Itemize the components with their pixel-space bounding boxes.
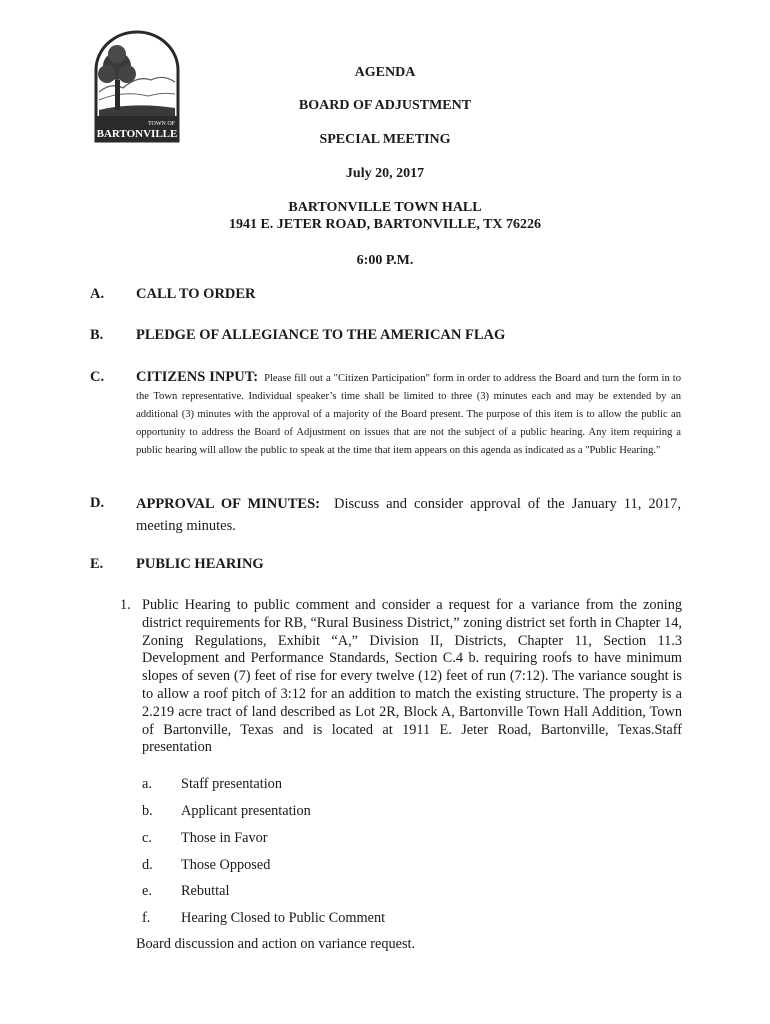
hearing-item-number: 1. <box>120 597 131 613</box>
section-d-title: APPROVAL OF MINUTES: <box>136 496 320 512</box>
hearing-item-text: Public Hearing to public comment and consider a request for a variance from the zoning district requirements for RB, “Rural Business District,” zoning district set forth in Chapter 14, Zoning Regulations, Exhibit “A,” Division II, Districts, Chapter 11, Section 11.3 Development and Performance Standards, Section C.4 b. requiring roofs to have minimum slopes of seven (7) feet of rise for every twelve (12) feet of run (7:12). The variance sought is to allow a roof pitch of 3:12 for an addition to match the existing structure. The property is a 2.219 acre tract of land described as Lot 2R, Block A, Bartonville Town Hall Addition, Town of Bartonville, Texas and is located at 1911 E. Jeter Road, Bartonville, Texas.Staff presentation <box>142 597 682 756</box>
subitem-letter: b. <box>142 803 153 819</box>
town-seal-icon <box>93 30 181 144</box>
meeting-time: 6:00 P.M. <box>356 253 414 268</box>
subitem-text: Staff presentation <box>181 776 282 792</box>
logo-town-of: TOWN OF <box>147 121 175 127</box>
section-c-letter: C. <box>90 369 105 385</box>
subitem-text: Rebuttal <box>181 883 230 899</box>
town-logo <box>93 30 181 144</box>
subitem-letter: e. <box>142 883 152 899</box>
section-d-body <box>136 494 681 537</box>
section-e-letter: E. <box>90 556 104 572</box>
subitem-letter: a. <box>142 776 152 792</box>
subitem-letter: f. <box>142 910 151 926</box>
venue-address: 1941 E. JETER ROAD, BARTONVILLE, TX 76226 <box>228 217 542 232</box>
section-c-text: Please fill out a "Citizen Participation" form in order to address the Board and turn the form in to the Town representative. Individual speaker’s time shall be limited to three (3) minutes each and may be extended by an additional (3) minutes with the approval of a majority of the Board present. The purpose of this item is to allow the public an opportunity to address the Board of Adjustment on issues that are not the subject of a public hearing. Any item requiring a public hearing will allow the public to speak at the time that item appears on this agenda as indicated as a "Public Hearing." <box>136 373 681 456</box>
subitem-text: Applicant presentation <box>181 803 311 819</box>
agenda-title: AGENDA <box>354 65 416 80</box>
meeting-type: SPECIAL MEETING <box>319 132 451 147</box>
subitem-letter: c. <box>142 830 152 846</box>
subitem-text: Those Opposed <box>181 857 271 873</box>
subitem-text: Those in Favor <box>181 830 268 846</box>
logo-town-name: BARTONVILLE <box>96 128 178 140</box>
meeting-date: July 20, 2017 <box>345 166 425 181</box>
venue-name: BARTONVILLE TOWN HALL <box>288 200 482 215</box>
closing-statement: Board discussion and action on variance request. <box>136 936 416 952</box>
section-b-title: PLEDGE OF ALLEGIANCE TO THE AMERICAN FLAG <box>136 327 506 343</box>
board-name: BOARD OF ADJUSTMENT <box>298 98 472 113</box>
subitem-letter: d. <box>142 857 153 873</box>
section-b-letter: B. <box>90 327 104 343</box>
section-a-letter: A. <box>90 286 105 302</box>
section-c-body <box>136 369 681 460</box>
subitem-text: Hearing Closed to Public Comment <box>181 910 386 926</box>
section-e-title: PUBLIC HEARING <box>136 556 264 572</box>
section-d-text: Discuss and consider approval of the January 11, 2017, meeting minutes. <box>136 496 681 534</box>
section-c-title: CITIZENS INPUT: <box>136 369 259 385</box>
section-a-title: CALL TO ORDER <box>136 286 256 302</box>
section-d-letter: D. <box>90 495 105 511</box>
